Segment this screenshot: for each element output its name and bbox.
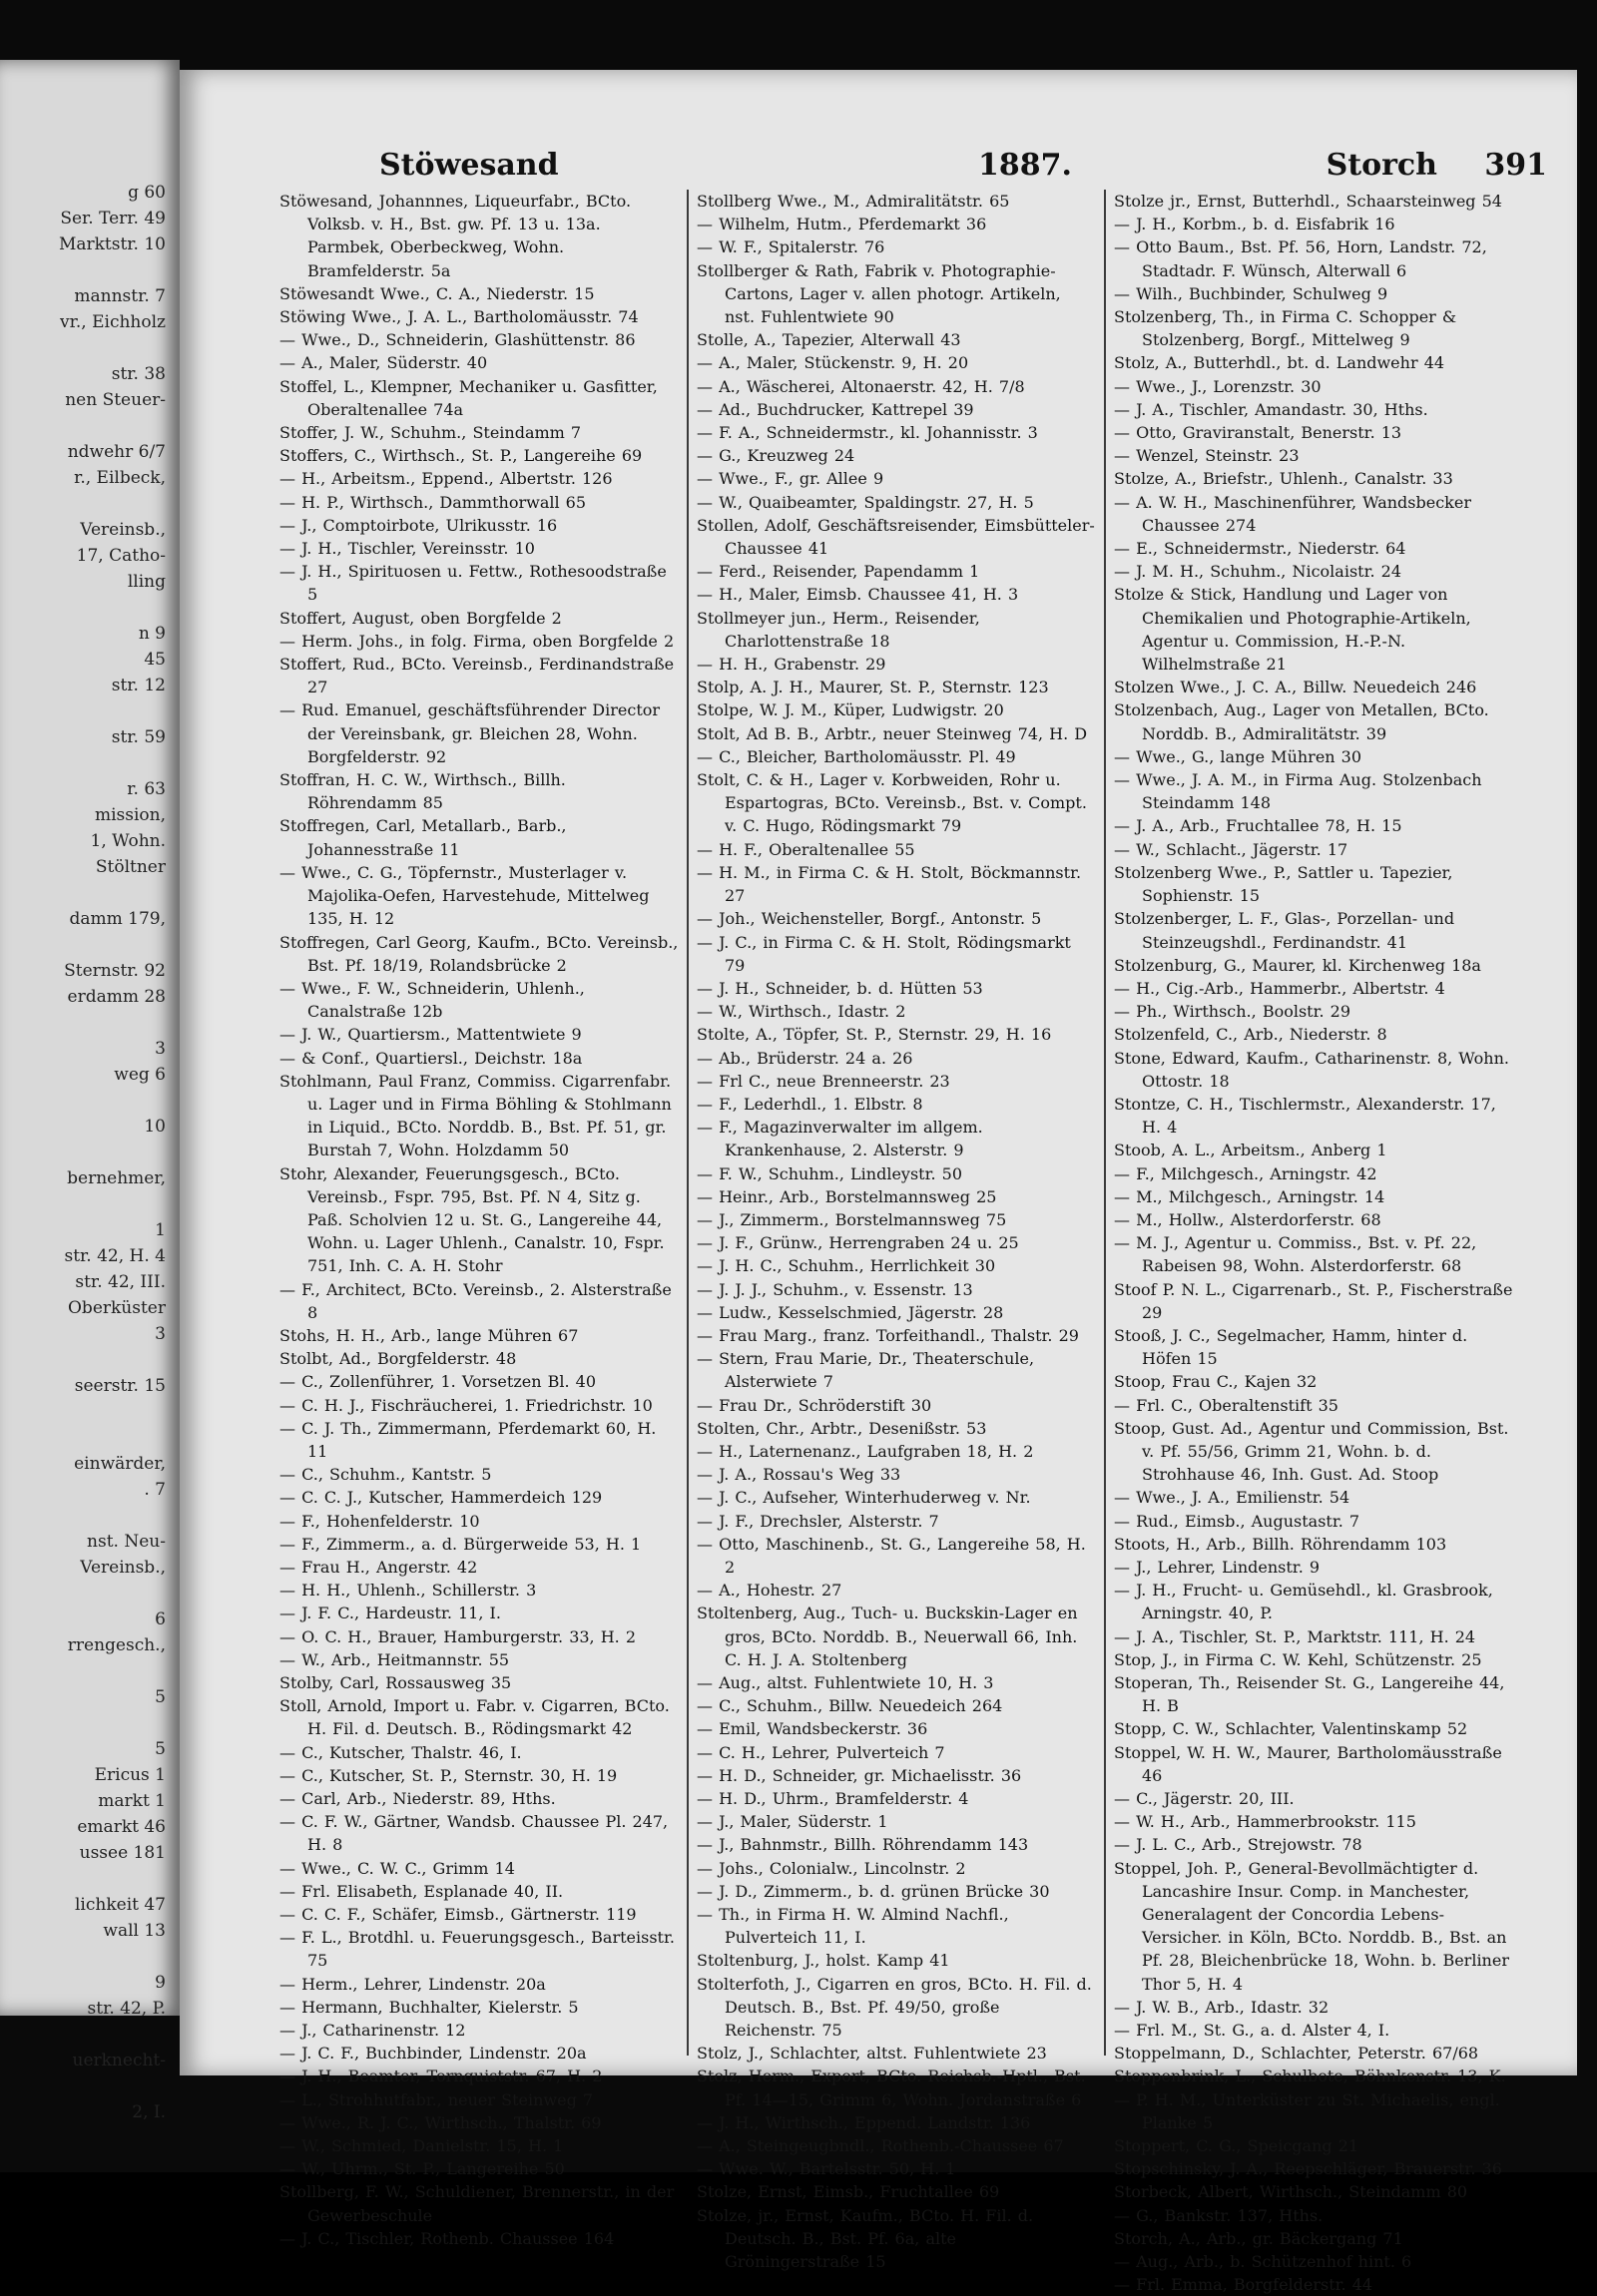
directory-entry: — J., Catharinenstr. 12 xyxy=(279,2021,466,2041)
directory-entry: — Wwe., C. G., Töpfernstr., Musterlager v. Majolika-Oefen, Harvestehude, Mittelweg 135, H. 12 xyxy=(279,862,650,929)
directory-entry: — Wwe., F. W., Schneiderin, Uhlenh., Canalstraße 12b xyxy=(279,978,585,1022)
directory-entry: — F. W., Schuhm., Lindleystr. 50 xyxy=(697,1163,963,1183)
directory-entry: — J. W., Quartiersm., Mattentwiete 9 xyxy=(279,1025,582,1045)
directory-entry: Stolle, A., Tapezier, Alterwall 43 xyxy=(697,330,961,350)
directory-entry: — J. A., Arb., Fruchtallee 78, H. 15 xyxy=(1114,816,1402,836)
directory-entry: — J. D., Zimmerm., b. d. grünen Brücke 30 xyxy=(697,1881,1050,1901)
directory-entry: Stolz, Herm., Export, BCto. Reichsb.-Hptl., Bst. Pf. 14—15, Grimm 6, Wohn. Jordanstraße 6 xyxy=(697,2066,1086,2109)
directory-entry: — Frau Marg., franz. Torfeithandl., Thalstr. 29 xyxy=(697,1325,1079,1345)
directory-entry: — H., Maler, Eimsb. Chaussee 41, H. 3 xyxy=(697,585,1019,605)
directory-entry: — H. H., Grabenstr. 29 xyxy=(697,655,886,675)
directory-entry: — C., Schuhm., Billw. Neuedeich 264 xyxy=(697,1696,1003,1716)
directory-entry: — J. H., Tischler, Vereinsstr. 10 xyxy=(279,539,535,559)
directory-entry: Stolzenbach, Aug., Lager von Metallen, BCto. Norddb. B., Admiralitätstr. 39 xyxy=(1114,700,1489,743)
directory-entry: — J., Maler, Süderstr. 1 xyxy=(697,1812,888,1832)
directory-entry: — C. F. W., Gärtner, Wandsb. Chaussee Pl. 247, H. 8 xyxy=(279,1812,669,1855)
directory-entry: — L., Strohhutfabr., neuer Steinweg 7 xyxy=(279,2089,594,2109)
running-head-left: Stöwesand xyxy=(379,148,559,183)
directory-entry: Stoffert, Rud., BCto. Vereinsb., Ferdinandstraße 27 xyxy=(279,655,675,697)
directory-entry: Stoffran, H. C. W., Wirthsch., Billh. Röhrendamm 85 xyxy=(279,770,566,813)
directory-entry: Stöwesand, Johannnes, Liqueurfabr., BCto. Volksb. v. H., Bst. gw. Pf. 13 u. 13a. Parmbek, Oberbeckweg, Wohn. Bramfelderstr. 5a xyxy=(279,192,632,280)
directory-entry: Stoop, Frau C., Kajen 32 xyxy=(1114,1372,1318,1392)
directory-entry: — W., Schmied, Danielstr. 15, H. 1 xyxy=(279,2136,564,2156)
directory-entry: — C., Kutscher, Thalstr. 46, I. xyxy=(279,1742,522,1762)
directory-entry: — Wwe., G., lange Mühren 30 xyxy=(1114,746,1362,766)
directory-entry: — Frl C., neue Brenneerstr. 23 xyxy=(697,1071,950,1091)
directory-entry: — C., Bleicher, Bartholomäusstr. Pl. 49 xyxy=(697,746,1016,766)
directory-entry: Stolze, A., Briefstr., Uhlenh., Canalstr. 33 xyxy=(1114,469,1453,489)
directory-entry: Stolbt, Ad., Borgfelderstr. 48 xyxy=(279,1349,517,1369)
directory-entry: — A., Hohestr. 27 xyxy=(697,1581,842,1601)
directory-entry: — J. C., Tischler, Rothenb. Chaussee 164 xyxy=(279,2228,615,2248)
directory-entry: Stolte, A., Töpfer, St. P., Sternstr. 29, H. 16 xyxy=(697,1025,1052,1045)
directory-entry: — O. C. H., Brauer, Hamburgerstr. 33, H. 2 xyxy=(279,1626,637,1646)
directory-entry: Stontze, C. H., Tischlermstr., Alexanderstr. 17, H. 4 xyxy=(1114,1094,1496,1138)
directory-entry: — Wwe., C. W. C., Grimm 14 xyxy=(279,1858,515,1878)
directory-entry: — J. C., Aufseher, Winterhuderweg v. Nr. xyxy=(697,1488,1031,1508)
directory-entry: — J. F. C., Hardeustr. 11, I. xyxy=(279,1604,501,1623)
directory-entry: — J., Zimmerm., Borstelmannsweg 75 xyxy=(697,1209,1007,1229)
directory-entry: — J. M. H., Schuhm., Nicolaistr. 24 xyxy=(1114,562,1402,582)
directory-entry: Stoltenburg, J., holst. Kamp 41 xyxy=(697,1951,950,1971)
column-1 xyxy=(279,190,679,2248)
directory-entry: — F. L., Brotdhl. u. Feuerungsgesch., Barteisstr. 75 xyxy=(279,1928,675,1971)
directory-entry: — W., Schlacht., Jägerstr. 17 xyxy=(1114,839,1348,859)
directory-entry: Stoffer, J. W., Schuhm., Steindamm 7 xyxy=(279,423,582,443)
directory-entry: — Joh., Weichensteller, Borgf., Antonstr. 5 xyxy=(697,909,1042,929)
page-header xyxy=(279,148,1547,188)
directory-entry: Stoll, Arnold, Import u. Fabr. v. Cigarren, BCto. H. Fil. d. Deutsch. B., Rödingsmarkt 42 xyxy=(279,1696,670,1739)
directory-entry: Stoppel, W. H. W., Maurer, Bartholomäusstraße 46 xyxy=(1114,1742,1502,1785)
directory-entry: — H., Arbeitsm., Eppend., Albertstr. 126 xyxy=(279,469,613,489)
directory-entry: — C. H. J., Fischräucherei, 1. Friedrichstr. 10 xyxy=(279,1395,653,1415)
directory-entry: — Wwe. W., Bartelsstr. 50, H. 1 xyxy=(697,2159,956,2179)
directory-entry: — Herm., Lehrer, Lindenstr. 20a xyxy=(279,1974,546,1994)
directory-entry: — Johs., Colonialw., Lincolnstr. 2 xyxy=(697,1858,966,1878)
directory-entry: — J. C., in Firma C. & H. Stolt, Rödingsmarkt 79 xyxy=(697,932,1071,975)
directory-entry: — Rud. Emanuel, geschäftsführender Director der Vereinsbank, gr. Bleichen 28, Wohn. Borgfelderstr. 92 xyxy=(279,700,661,766)
directory-entry: Stolze jr., Ernst, Butterhdl., Schaarsteinweg 54 xyxy=(1114,192,1502,211)
directory-entry: Stollberg Wwe., M., Admiralitätstr. 65 xyxy=(697,192,1010,211)
directory-entry: Stolt, Ad B. B., Arbtr., neuer Steinweg 74, H. D xyxy=(697,723,1088,743)
directory-entry: — Frl. Emma, Borgfelderstr. 44 xyxy=(1114,2275,1373,2295)
directory-entry: — A., Maler, Süderstr. 40 xyxy=(279,353,488,373)
directory-entry: — Wwe., J. A., Emilienstr. 54 xyxy=(1114,1488,1350,1508)
directory-entry: — Rud., Eimsb., Augustastr. 7 xyxy=(1114,1511,1360,1531)
directory-entry: — A., Wäscherei, Altonaerstr. 42, H. 7/8 xyxy=(697,376,1025,396)
directory-entry: Stolpe, W. J. M., Küper, Ludwigstr. 20 xyxy=(697,700,1004,720)
directory-entry: Storbeck, Albert, Wirthsch., Steindamm 80 xyxy=(1114,2182,1468,2202)
directory-entry: — J. A., Rossau's Weg 33 xyxy=(697,1465,901,1485)
directory-entry: — H. F., Oberaltenallee 55 xyxy=(697,839,915,859)
directory-entry: — M., Milchgesch., Arningstr. 14 xyxy=(1114,1186,1385,1206)
directory-entry: Stolz, J., Schlachter, altst. Fuhlentwiete 23 xyxy=(697,2044,1047,2064)
directory-entry: — W. H., Arb., Hammerbrookstr. 115 xyxy=(1114,1812,1416,1832)
directory-entry: — Stern, Frau Marie, Dr., Theaterschule, Alsterwiete 7 xyxy=(697,1349,1035,1392)
directory-entry: — Heinr., Arb., Borstelmannsweg 25 xyxy=(697,1186,997,1206)
directory-entry: — C. H., Lehrer, Pulverteich 7 xyxy=(697,1742,945,1762)
directory-entry: — F., Milchgesch., Arningstr. 42 xyxy=(1114,1163,1377,1183)
directory-entry: — F., Lederhdl., 1. Elbstr. 8 xyxy=(697,1094,923,1114)
directory-entry: — Otto, Maschinenb., St. G., Langereihe 58, H. 2 xyxy=(697,1534,1086,1577)
directory-entry: Stolze & Stick, Handlung und Lager von Chemikalien und Photographie-Artikeln, Agentur u. Commission, H.-P.-N. Wilhelmstraße 21 xyxy=(1114,585,1471,675)
directory-entry: Stolp, A. J. H., Maurer, St. P., Sternstr. 123 xyxy=(697,678,1049,697)
directory-entry: — F. A., Schneidermstr., kl. Johannisstr. 3 xyxy=(697,423,1038,443)
directory-entry: — J. A., Tischler, St. P., Marktstr. 111, H. 24 xyxy=(1114,1626,1476,1646)
directory-entry: Stoop, Gust. Ad., Agentur und Commission, Bst. v. Pf. 55/56, Grimm 21, Wohn. b. d. Strohhause 46, Inh. Gust. Ad. Stoop xyxy=(1114,1418,1509,1485)
directory-entry: — Ph., Wirthsch., Boolstr. 29 xyxy=(1114,1002,1351,1022)
directory-entry: Stolten, Chr., Arbtr., Desenißstr. 53 xyxy=(697,1418,987,1438)
directory-entry: — F., Magazinverwalter im allgem. Krankenhause, 2. Alsterstr. 9 xyxy=(697,1118,983,1160)
directory-entry: Stoots, H., Arb., Billh. Röhrendamm 103 xyxy=(1114,1534,1447,1554)
directory-entry: Stopp, C. W., Schlachter, Valentinskamp 52 xyxy=(1114,1719,1468,1739)
directory-entry: Stooß, J. C., Segelmacher, Hamm, hinter d. Höfen 15 xyxy=(1114,1325,1468,1369)
directory-entry: — J. A., Tischler, Amandastr. 30, Hths. xyxy=(1114,399,1428,419)
directory-entry: — Frl. M., St. G., a. d. Alster 4, I. xyxy=(1114,2021,1390,2041)
column-3 xyxy=(1114,190,1513,2295)
directory-entry: Stoffert, August, oben Borgfelde 2 xyxy=(279,608,562,628)
directory-entry: — H. H., Uhlenh., Schillerstr. 3 xyxy=(279,1581,537,1601)
directory-entry: Stoltenberg, Aug., Tuch- u. Buckskin-Lager en gros, BCto. Norddb. B., Neuerwall 66, Inh. C. H. J. A. Stoltenberg xyxy=(697,1604,1078,1669)
column-divider xyxy=(1104,190,1106,2056)
left-page-fragments: g 60 Ser. Terr. 49 Marktstr. 10 mannstr. 7 vr., Eichholz str. 38 nen Steuer- ndwehr 6/7 r., Eilbeck, Vereinsb., 17, Catho- lling n 9 45 str. 12 str. 59 r. 63 mission, 1, Wohn. Stöltner damm 179, Sternstr. 92 erdamm 28 3 weg 6 10 bernehmer, 1 str. 42, H. 4 str. 42, III. Oberküster 3 seerstr. 15 einwärder, . 7 nst. Neu- Vereinsb., 6 rrengesch., 5 5 Ericus 1 markt 1 emarkt 46 ussee 181 lichkeit 47 wall 13 9 str. 42, P. uerknecht- 2, I. xyxy=(58,183,166,2122)
directory-entry: — M., Hollw., Alsterdorferstr. 68 xyxy=(1114,1209,1381,1229)
directory-entry: Stöwesandt Wwe., C. A., Niederstr. 15 xyxy=(279,283,595,303)
directory-entry: — H., Cig.-Arb., Hammerbr., Albertstr. 4 xyxy=(1114,978,1445,998)
directory-entry: Stoppert, C. G., Speicgang 21 xyxy=(1114,2136,1359,2156)
directory-entry: Stopschinsky, J. A., Reepschläger, Brauerstr. 36 xyxy=(1114,2159,1502,2179)
directory-entry: — J. H., Korbm., b. d. Eisfabrik 16 xyxy=(1114,215,1395,234)
directory-entry: Stone, Edward, Kaufm., Catharinenstr. 8, Wohn. Ottostr. 18 xyxy=(1114,1048,1509,1091)
directory-entry: — Aug., Arb., b. Schützenhof hint. 6 xyxy=(1114,2252,1412,2272)
directory-entry: Stoffregen, Carl, Metallarb., Barb., Johannesstraße 11 xyxy=(279,816,567,859)
directory-entry: Stollen, Adolf, Geschäftsreisender, Eimsbütteler-Chaussee 41 xyxy=(697,515,1095,559)
directory-entry: Storch, A., Arb., gr. Bäckergang 71 xyxy=(1114,2228,1403,2248)
directory-entry: — Frau Dr., Schröderstift 30 xyxy=(697,1395,932,1415)
directory-entry: — P. H. M., Unterküster zu St. Michaelis, engl. Planke 5 xyxy=(1114,2089,1500,2132)
directory-entry: — Wilh., Buchbinder, Schulweg 9 xyxy=(1114,283,1388,303)
directory-entry: — J., Bahnmstr., Billh. Röhrendamm 143 xyxy=(697,1835,1029,1855)
directory-entry: — J. W. B., Arb., Idastr. 32 xyxy=(1114,1997,1330,2017)
directory-entry: — J. H. C., Schuhm., Herrlichkeit 30 xyxy=(697,1256,996,1276)
directory-entry: — Wwe., J. A. M., in Firma Aug. Stolzenbach Steindamm 148 xyxy=(1114,770,1482,813)
directory-entry: — M. J., Agentur u. Commiss., Bst. v. Pf. 22, Rabeisen 98, Wohn. Alsterdorferstr. 68 xyxy=(1114,1233,1477,1276)
directory-entry: — J. H., Wirthsch., Eppend. Landstr. 136 xyxy=(697,2112,1031,2132)
directory-entry: — J. J. J., Schuhm., v. Essenstr. 13 xyxy=(697,1279,973,1299)
directory-entry: — J. H., Schneider, b. d. Hütten 53 xyxy=(697,978,983,998)
directory-entry: Stolze, Ernst, Eimsb., Fruchtallee 69 xyxy=(697,2182,1000,2202)
directory-entry: — J., Comptoirbote, Ulrikusstr. 16 xyxy=(279,515,558,535)
directory-entry: — E., Schneidermstr., Niederstr. 64 xyxy=(1114,539,1406,559)
directory-entry: — J. H., Beamter, Tornquiststr. 67, H. 2 xyxy=(279,2066,603,2086)
directory-entry: — W., Quaibeamter, Spaldingstr. 27, H. 5 xyxy=(697,492,1034,512)
directory-entry: — C., Kutscher, St. P., Sternstr. 30, H. 19 xyxy=(279,1765,618,1785)
running-head-right: Storch xyxy=(1326,148,1437,183)
directory-entry: Stolzenfeld, C., Arb., Niederstr. 8 xyxy=(1114,1025,1387,1045)
directory-entry: Stolz, A., Butterhdl., bt. d. Landwehr 44 xyxy=(1114,353,1445,373)
directory-entry: Stoppenbrink, L., Schulbote, Böhnkenstr. 13, K. xyxy=(1114,2066,1506,2086)
directory-entry: Stoffel, L., Klempner, Mechaniker u. Gasfitter, Oberaltenallee 74a xyxy=(279,376,658,419)
directory-entry: Stollberg, F. W., Schuldiener, Brennerstr., in der Gewerbeschule xyxy=(279,2182,675,2225)
directory-entry: — C. C. F., Schäfer, Eimsb., Gärtnerstr. 119 xyxy=(279,1905,637,1925)
directory-columns xyxy=(279,190,1513,2295)
directory-entry: — Frl. Elisabeth, Esplanade 40, II. xyxy=(279,1881,564,1901)
directory-entry: — J. C. F., Buchbinder, Lindenstr. 20a xyxy=(279,2044,587,2064)
directory-entry: — Aug., altst. Fuhlentwiete 10, H. 3 xyxy=(697,1673,994,1692)
directory-entry: Stolzen Wwe., J. C. A., Billw. Neuedeich 246 xyxy=(1114,678,1477,697)
directory-entry: — J. L. C., Arb., Strejowstr. 78 xyxy=(1114,1835,1362,1855)
directory-entry: Stolby, Carl, Rossausweg 35 xyxy=(279,1673,512,1692)
directory-entry: Stoppelmann, D., Schlachter, Peterstr. 67/68 xyxy=(1114,2044,1479,2064)
directory-entry: — J. F., Drechsler, Alsterstr. 7 xyxy=(697,1511,939,1531)
directory-entry: Stoob, A. L., Arbeitsm., Anberg 1 xyxy=(1114,1141,1387,1160)
directory-entry: Stop, J., in Firma C. W. Kehl, Schützenstr. 25 xyxy=(1114,1649,1482,1669)
directory-entry: — Wilhelm, Hutm., Pferdemarkt 36 xyxy=(697,215,987,234)
directory-entry: — F., Hohenfelderstr. 10 xyxy=(279,1511,480,1531)
directory-entry: Stoffregen, Carl Georg, Kaufm., BCto. Vereinsb., Bst. Pf. 18/19, Rolandsbrücke 2 xyxy=(279,932,679,975)
directory-entry: — Ludw., Kesselschmied, Jägerstr. 28 xyxy=(697,1302,1004,1322)
directory-entry: — H., Laternenanz., Laufgraben 18, H. 2 xyxy=(697,1441,1034,1461)
directory-entry: — A., Maler, Stückenstr. 9, H. 20 xyxy=(697,353,969,373)
directory-entry: — W., Wirthsch., Idastr. 2 xyxy=(697,1002,906,1022)
directory-entry: — A. W. H., Maschinenführer, Wandsbecker Chaussee 274 xyxy=(1114,492,1471,535)
directory-entry: — & Conf., Quartiersl., Deichstr. 18a xyxy=(279,1048,583,1068)
directory-entry: — A., Steingeugbndl., Rothenb.-Chaussee 67 xyxy=(697,2136,1064,2156)
directory-entry: — C. C. J., Kutscher, Hammerdeich 129 xyxy=(279,1488,603,1508)
directory-entry: Stolzenberg, Th., in Firma C. Schopper & Stolzenberg, Borgf., Mittelweg 9 xyxy=(1114,307,1457,350)
directory-entry: Stollmeyer jun., Herm., Reisender, Charlottenstraße 18 xyxy=(697,608,980,651)
directory-entry: — J. H., Spirituosen u. Fettw., Rothesoodstraße 5 xyxy=(279,562,667,605)
directory-entry: Stolze, jr., Ernst, Kaufm., BCto. H. Fil. d. Deutsch. B., Bst. Pf. 6a, alte Gröningerstraße 15 xyxy=(697,2205,1034,2272)
directory-entry: — Carl, Arb., Niederstr. 89, Hths. xyxy=(279,1789,556,1809)
directory-entry: Stolterfoth, J., Cigarren en gros, BCto. H. Fil. d. Deutsch. B., Bst. Pf. 49/50, große Reichenstr. 75 xyxy=(697,1974,1092,2041)
directory-entry: — J. H., Frucht- u. Gemüsehdl., kl. Grasbrook, Arningstr. 40, P. xyxy=(1114,1581,1493,1623)
directory-entry: Stoffers, C., Wirthsch., St. P., Langereihe 69 xyxy=(279,446,643,466)
directory-entry: — Otto, Graviranstalt, Benerstr. 13 xyxy=(1114,423,1402,443)
directory-entry: — Th., in Firma H. W. Almind Nachfl., Pulverteich 11, I. xyxy=(697,1905,1009,1948)
running-head-year: 1887. xyxy=(978,148,1072,183)
directory-entry: — Ferd., Reisender, Papendamm 1 xyxy=(697,562,980,582)
directory-entry: — Wwe., F., gr. Allee 9 xyxy=(697,469,884,489)
directory-entry: Stöwing Wwe., J. A. L., Bartholomäusstr. 74 xyxy=(279,307,639,327)
directory-entry: Stolzenberger, L. F., Glas-, Porzellan- und Steinzeugshdl., Ferdinandstr. 41 xyxy=(1114,909,1455,952)
directory-entry: Stolt, C. & H., Lager v. Korbweiden, Rohr u. Espartogras, BCto. Vereinsb., Bst. v. Compt. v. C. Hugo, Rödingsmarkt 79 xyxy=(697,770,1087,836)
directory-entry: — Frau H., Angerstr. 42 xyxy=(279,1557,478,1577)
directory-entry: Stoof P. N. L., Cigarrenarb., St. P., Fischerstraße 29 xyxy=(1114,1279,1513,1322)
directory-entry: Stohr, Alexander, Feuerungsgesch., BCto. Vereinsb., Fspr. 795, Bst. Pf. N 4, Sitz g. Paß. Scholvien 12 u. St. G., Langereihe 44, Wohn. u. Lager Uhlenh., Canalstr. 10, Fspr. 751, Inh. C. A. H. Stohr xyxy=(279,1163,665,1276)
directory-entry: Stoppel, Joh. P., General-Bevollmächtigter d. Lancashire Insur. Comp. in Manchester, Generalagent der Concordia Lebens-Versicher. in Köln, BCto. Norddb. B., Bst. an Pf. 28, Bleichenbrücke 18, Wohn. b. Berliner Thor 5, H. 4 xyxy=(1114,1858,1509,1994)
directory-entry: — C., Jägerstr. 20, III. xyxy=(1114,1789,1295,1809)
directory-entry: Stoperan, Th., Reisender St. G., Langereihe 44, H. B xyxy=(1114,1673,1505,1716)
directory-entry: — Wenzel, Steinstr. 23 xyxy=(1114,446,1300,466)
directory-entry: — Emil, Wandsbeckerstr. 36 xyxy=(697,1719,928,1739)
directory-entry: — C., Schuhm., Kantstr. 5 xyxy=(279,1465,492,1485)
directory-entry: — F., Architect, BCto. Vereinsb., 2. Alsterstraße 8 xyxy=(279,1279,672,1322)
directory-entry: Stohlmann, Paul Franz, Commiss. Cigarrenfabr. u. Lager und in Firma Böhling & Stohlmann in Liquid., BCto. Norddb. B., Bst. Pf. 51, gr. Burstah 7, Wohn. Holzdamm 50 xyxy=(279,1071,672,1160)
directory-entry: Stollberger & Rath, Fabrik v. Photographie-Cartons, Lager v. allen photogr. Artikeln, nst. Fuhlentwiete 90 xyxy=(697,260,1061,327)
column-2 xyxy=(697,190,1096,2272)
directory-entry: — Wwe., J., Lorenzstr. 30 xyxy=(1114,376,1322,396)
directory-entry: — Otto Baum., Bst. Pf. 56, Horn, Landstr. 72, Stadtadr. F. Wünsch, Alterwall 6 xyxy=(1114,237,1487,280)
directory-entry: — G., Kreuzweg 24 xyxy=(697,446,855,466)
directory-entry: — Wwe., D., Schneiderin, Glashüttenstr. 86 xyxy=(279,330,636,350)
directory-entry: — H. D., Uhrm., Bramfelderstr. 4 xyxy=(697,1789,969,1809)
directory-entry: — C. J. Th., Zimmermann, Pferdemarkt 60, H. 11 xyxy=(279,1418,657,1461)
directory-entry: — Frl. C., Oberaltenstift 35 xyxy=(1114,1395,1338,1415)
directory-entry: — Wwe., R. J. C., Wirthsch., Thalstr. 69 xyxy=(279,2112,602,2132)
directory-entry: — G., Bankstr. 137, Hths. xyxy=(1114,2205,1324,2225)
directory-entry: — C., Zollenführer, 1. Vorsetzen Bl. 40 xyxy=(279,1372,597,1392)
directory-entry: — W. F., Spitalerstr. 76 xyxy=(697,237,885,257)
directory-entry: — Ab., Brüderstr. 24 a. 26 xyxy=(697,1048,913,1068)
directory-entry: — H. M., in Firma C. & H. Stolt, Böckmannstr. 27 xyxy=(697,862,1082,906)
directory-entry: — J. F., Grünw., Herrengraben 24 u. 25 xyxy=(697,1233,1019,1253)
directory-entry: — Herm. Johs., in folg. Firma, oben Borgfelde 2 xyxy=(279,631,675,651)
left-page-edge xyxy=(0,60,180,2122)
directory-entry: Stolzenberg Wwe., P., Sattler u. Tapezier, Sophienstr. 15 xyxy=(1114,862,1453,906)
directory-entry: — W., Arb., Heitmannstr. 55 xyxy=(279,1649,510,1669)
directory-entry: — J., Lehrer, Lindenstr. 9 xyxy=(1114,1557,1321,1577)
directory-entry: — Ad., Buchdrucker, Kattrepel 39 xyxy=(697,399,974,419)
directory-entry: — H. P., Wirthsch., Dammthorwall 65 xyxy=(279,492,587,512)
page-number: 391 xyxy=(1484,148,1547,183)
directory-entry: — W., Uhrm., St. P., Langereihe 50 xyxy=(279,2159,565,2179)
directory-entry: — F., Zimmerm., a. d. Bürgerweide 53, H. 1 xyxy=(279,1534,642,1554)
directory-entry: Stolzenburg, G., Maurer, kl. Kirchenweg 18a xyxy=(1114,955,1481,975)
directory-entry: — Hermann, Buchhalter, Kielerstr. 5 xyxy=(279,1997,579,2017)
column-divider xyxy=(687,190,689,2056)
directory-entry: Stohs, H. H., Arb., lange Mühren 67 xyxy=(279,1325,579,1345)
right-page xyxy=(180,70,1577,2295)
directory-entry: — H. D., Schneider, gr. Michaelisstr. 36 xyxy=(697,1765,1022,1785)
